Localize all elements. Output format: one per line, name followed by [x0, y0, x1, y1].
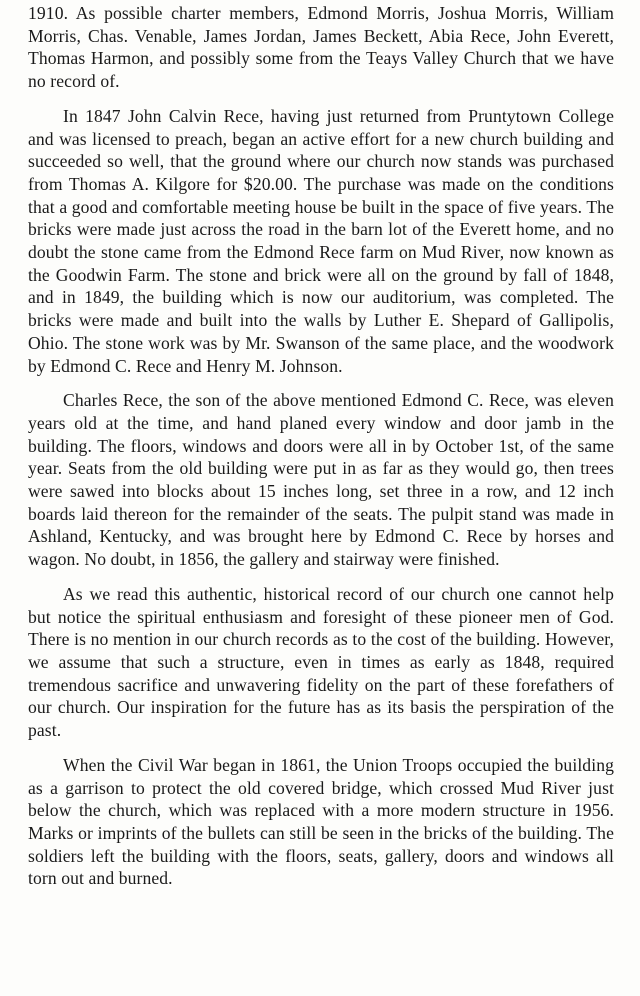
paragraph-historical-record: As we read this authentic, historical record of our church one cannot help but notice the spiritual enthusiasm and foresight of these pioneer men of God. There is no mention in our church records as to the cost of the building. However, we assume that such a structure, even in times as early as 1848, required tremendous sacrifice and unwavering fidelity on the part of these forefathers of our church. Our inspiration for the future has as its basis the perspiration of the past.	[28, 583, 614, 741]
paragraph-charles-rece: Charles Rece, the son of the above mentioned Edmond C. Rece, was eleven years old at the time, and hand planed every window and door jamb in the building. The floors, windows and doors were all in by October 1st, of the same year. Seats from the old building were put in as far as they would go, then trees were sawed into blocks about 15 inches long, set three in a row, and 12 inch boards laid thereon for the remainder of the seats. The pulpit stand was made in Ashland, Kentucky, and was brought here by Edmond C. Rece by horses and wagon. No doubt, in 1856, the gallery and stairway were finished.	[28, 390, 614, 570]
document-body	[28, 2, 614, 902]
paragraph-charter-members: 1910. As possible charter members, Edmond Morris, Joshua Morris, William Morris, Chas. Venable, James Jordan, James Beckett, Abia Rece, John Everett, Thomas Harmon, and possibly some from the Teays Valley Church that we have no record of.	[28, 3, 614, 92]
paragraph-civil-war: When the Civil War began in 1861, the Union Troops occupied the building as a garrison to protect the old covered bridge, which crossed Mud River just below the church, which was replaced with a more modern structure in 1956. Marks or imprints of the bullets can still be seen in the bricks of the building. The soldiers left the building with the floors, seats, gallery, doors and windows all torn out and burned.	[28, 754, 614, 889]
paragraph-church-building: In 1847 John Calvin Rece, having just returned from Pruntytown College and was licensed to preach, began an active effort for a new church building and succeeded so well, that the ground where our church now stands was purchased from Thomas A. Kilgore for $20.00. The purchase was made on the conditions that a good and comfortable meeting house be built in the space of five years. The bricks were made just across the road in the barn lot of the Everett home, and no doubt the stone came from the Edmond Rece farm on Mud River, now known as the Goodwin Farm. The stone and brick were all on the ground by fall of 1848, and in 1849, the building which is now our auditorium, was completed. The bricks were made and built into the walls by Luther E. Shepard of Gallipolis, Ohio. The stone work was by Mr. Swanson of the same place, and the woodwork by Edmond C. Rece and Henry M. Johnson.	[28, 105, 614, 376]
